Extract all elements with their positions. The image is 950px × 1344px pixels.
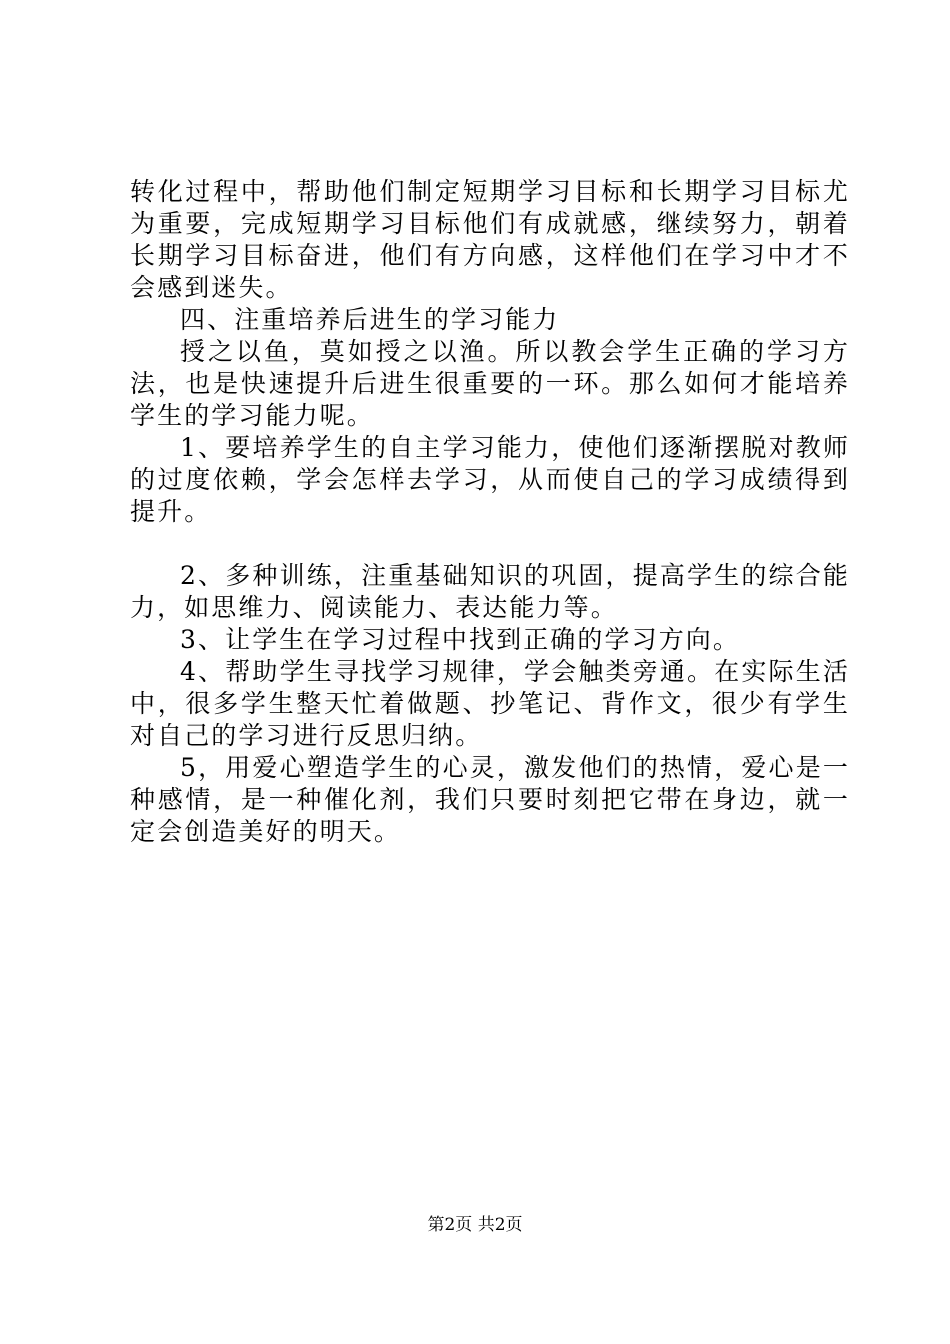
document-body	[130, 176, 850, 848]
paragraph-gap	[130, 528, 850, 560]
section-heading: 四、注重培养后进生的学习能力	[180, 305, 560, 334]
paragraph-continuation: 转化过程中，帮助他们制定短期学习目标和长期学习目标尤为重要，完成短期学习目标他们有成就感，继续努力，朝着长期学习目标奋进，他们有方向感，这样他们在学习中才不会感到迷失。	[130, 177, 850, 302]
page-number: 第2页 共2页	[427, 1215, 523, 1235]
list-item-5: 5，用爱心塑造学生的心灵，激发他们的热情，爱心是一种感情，是一种催化剂，我们只要时刻把它带在身边，就一定会创造美好的明天。	[130, 753, 850, 846]
list-item-3: 3、让学生在学习过程中找到正确的学习方向。	[180, 625, 741, 654]
list-item-2: 2、多种训练，注重基础知识的巩固，提高学生的综合能力，如思维力、阅读能力、表达能力等。	[130, 561, 850, 622]
list-item-1: 1、要培养学生的自主学习能力，使他们逐渐摆脱对教师的过度依赖，学会怎样去学习，从而使自己的学习成绩得到提升。	[130, 433, 850, 526]
paragraph-intro: 授之以鱼，莫如授之以渔。所以教会学生正确的学习方法，也是快速提升后进生很重要的一环。那么如何才能培养学生的学习能力呢。	[130, 337, 850, 430]
list-item-4: 4、帮助学生寻找学习规律，学会触类旁通。在实际生活中，很多学生整天忙着做题、抄笔记、背作文，很少有学生对自己的学习进行反思归纳。	[130, 657, 850, 750]
